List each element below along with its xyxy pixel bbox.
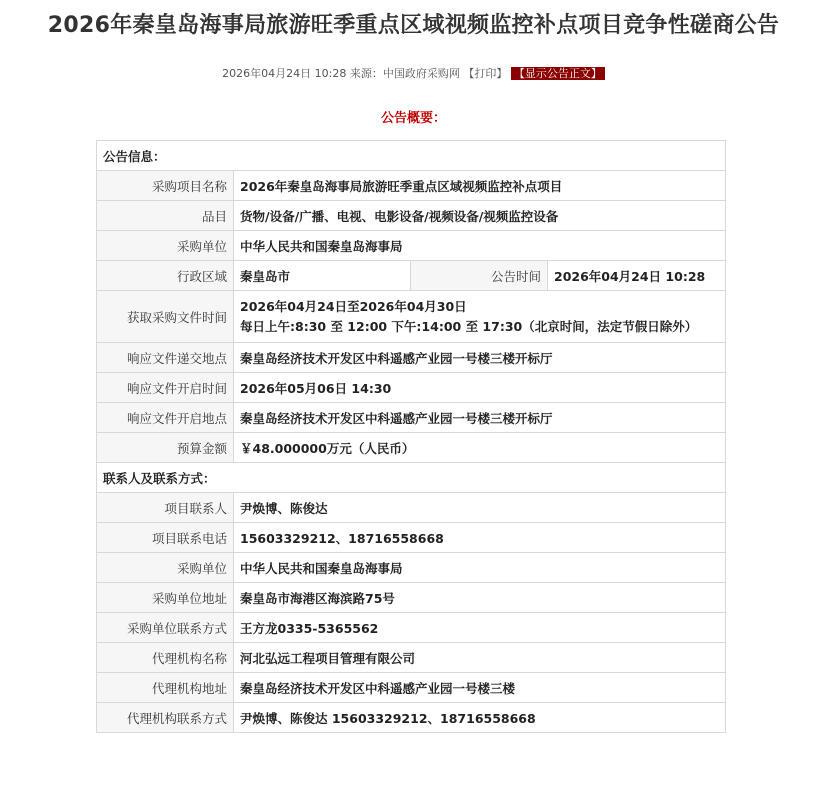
table-row [97, 261, 726, 291]
show-full-text-button[interactable]: 【显示公告正文】 [511, 67, 605, 80]
agency-name-value: 河北弘远工程项目管理有限公司 [234, 643, 726, 673]
table-row [97, 171, 726, 201]
region-label: 行政区域 [97, 261, 234, 291]
project-name-label: 采购项目名称 [97, 171, 234, 201]
budget-value: ￥48.000000万元（人民币） [234, 433, 726, 463]
table-row [97, 201, 726, 231]
purchaser-value: 中华人民共和国秦皇岛海事局 [234, 231, 726, 261]
category-value: 货物/设备/广播、电视、电影设备/视频设备/视频监控设备 [234, 201, 726, 231]
page-title: 2026年秦皇岛海事局旅游旺季重点区域视频监控补点项目竞争性磋商公告 [47, 13, 780, 38]
purchaser-label: 采购单位 [97, 231, 234, 261]
region-value: 秦皇岛市 [234, 261, 411, 291]
project-phone-value: 15603329212、18716558668 [234, 523, 726, 553]
project-phone-label: 项目联系电话 [97, 523, 234, 553]
doc-time-label: 获取采购文件时间 [97, 291, 234, 343]
section-announcement-info: 公告信息： [97, 141, 726, 171]
table-row [97, 433, 726, 463]
agency-contact-value: 尹焕博、陈俊达 15603329212、18716558668 [234, 703, 726, 733]
submit-place-label: 响应文件递交地点 [97, 343, 234, 373]
publish-time-label: 公告时间 [411, 261, 548, 291]
contact-purchaser-label: 采购单位 [97, 553, 234, 583]
purchaser-contact-value: 王方龙0335-5365562 [234, 613, 726, 643]
section-contacts: 联系人及联系方式： [97, 463, 726, 493]
table-row [97, 403, 726, 433]
category-label: 品目 [97, 201, 234, 231]
table-row [97, 583, 726, 613]
table-row [97, 553, 726, 583]
doc-time-hours: 每日上午:8:30 至 12:00 下午:14:00 至 17:30（北京时间，法定节假日除外） [240, 318, 698, 334]
project-name-value: 2026年秦皇岛海事局旅游旺季重点区域视频监控补点项目 [234, 171, 726, 201]
doc-time-dates: 2026年04月24日至2026年04月30日 [240, 298, 467, 314]
open-place-label: 响应文件开启地点 [97, 403, 234, 433]
section-row [97, 463, 726, 493]
project-contact-label: 项目联系人 [97, 493, 234, 523]
table-row [97, 673, 726, 703]
publish-meta-text: 2026年04月24日 10:28 来源：中国政府采购网 【打印】 [222, 67, 508, 80]
open-place-value: 秦皇岛经济技术开发区中科遥感产业园一号楼三楼开标厅 [234, 403, 726, 433]
open-time-value: 2026年05月06日 14:30 [234, 373, 726, 403]
table-row [97, 231, 726, 261]
table-row [97, 291, 726, 343]
doc-time-value [234, 291, 726, 343]
table-row [97, 523, 726, 553]
publish-meta [0, 65, 827, 81]
open-time-label: 响应文件开启时间 [97, 373, 234, 403]
purchaser-address-label: 采购单位地址 [97, 583, 234, 613]
summary-heading: 公告概要： [380, 111, 446, 126]
agency-address-value: 秦皇岛经济技术开发区中科遥感产业园一号楼三楼 [234, 673, 726, 703]
announcement-summary-table [96, 140, 726, 733]
project-contact-value: 尹焕博、陈俊达 [234, 493, 726, 523]
publish-time-value: 2026年04月24日 10:28 [548, 261, 726, 291]
purchaser-contact-label: 采购单位联系方式 [97, 613, 234, 643]
submit-place-value: 秦皇岛经济技术开发区中科遥感产业园一号楼三楼开标厅 [234, 343, 726, 373]
table-row [97, 343, 726, 373]
table-row [97, 373, 726, 403]
table-row [97, 703, 726, 733]
agency-address-label: 代理机构地址 [97, 673, 234, 703]
purchaser-address-value: 秦皇岛市海港区海滨路75号 [234, 583, 726, 613]
agency-contact-label: 代理机构联系方式 [97, 703, 234, 733]
table-row [97, 493, 726, 523]
table-row [97, 613, 726, 643]
contact-purchaser-value: 中华人民共和国秦皇岛海事局 [234, 553, 726, 583]
section-row [97, 141, 726, 171]
budget-label: 预算金额 [97, 433, 234, 463]
table-row [97, 643, 726, 673]
agency-name-label: 代理机构名称 [97, 643, 234, 673]
